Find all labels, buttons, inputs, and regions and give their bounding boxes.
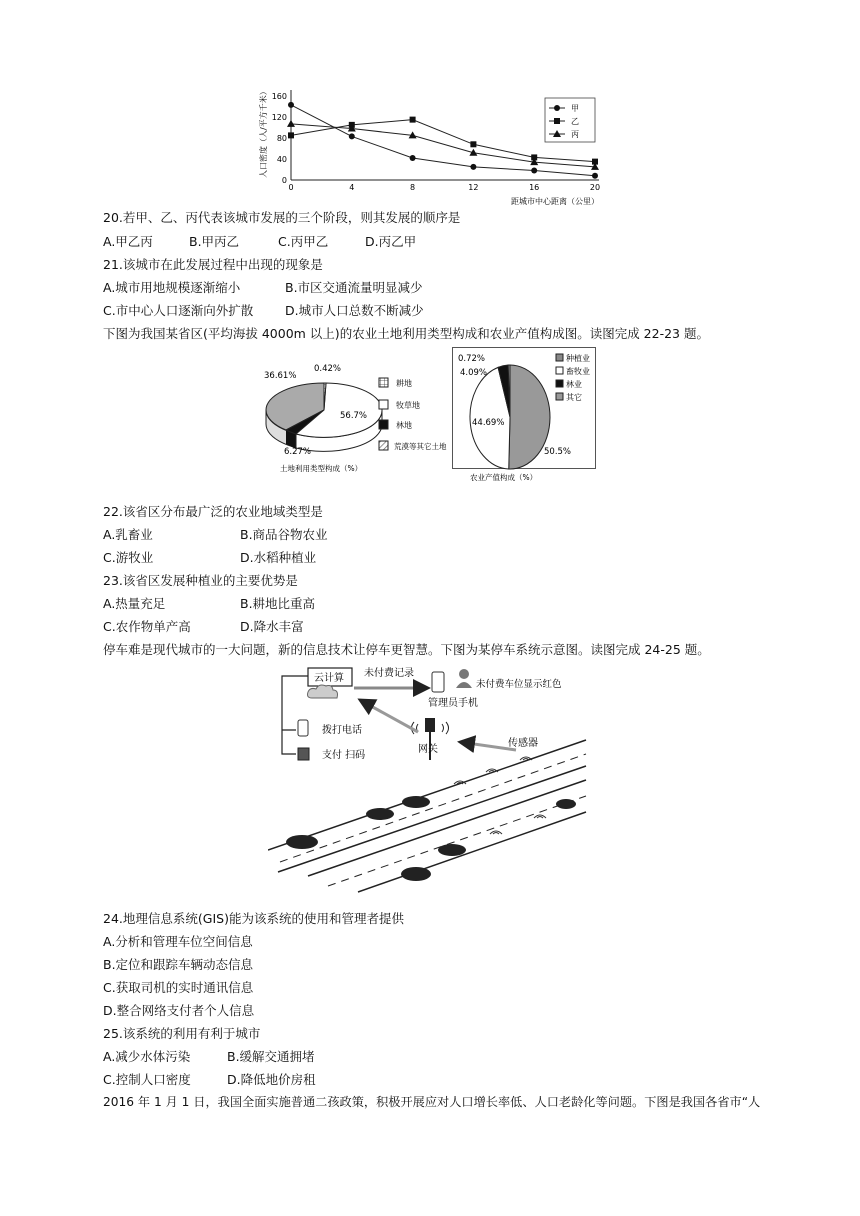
q20-option-a[interactable]: A.甲乙丙 [103, 234, 153, 249]
manager-phone-label: 管理员手机 [428, 698, 478, 709]
data-point [592, 173, 598, 179]
q23-option-a[interactable]: A.热量充足 [103, 596, 166, 611]
q24-option-a[interactable]: A.分析和管理车位空间信息 [103, 934, 253, 949]
y-axis-label: 人口密度（人/平方千米） [259, 87, 268, 178]
pie3-legend-forest: 林业 [566, 380, 582, 389]
road [268, 740, 586, 892]
x-tick-label: 12 [468, 183, 479, 192]
land-use-pie-chart [256, 356, 451, 478]
q23-option-c[interactable]: C.农作物单产高 [103, 619, 191, 634]
pie3-label-crops: 50.5% [544, 447, 572, 457]
gateway-icon [425, 718, 435, 732]
q24-stem: 24.地理信息系统(GIS)能为该系统的使用和管理者提供 [103, 911, 404, 926]
q21-options-row1 [103, 278, 423, 296]
q25-stem: 25.该系统的利用有利于城市 [103, 1026, 261, 1041]
car-icon [401, 867, 431, 881]
data-point [288, 102, 294, 108]
q22-option-d[interactable]: D.水稻种植业 [240, 550, 317, 565]
parking-diagram-svg [268, 662, 588, 894]
y-tick-label: 80 [276, 134, 287, 143]
q21-option-d[interactable]: D.城市人口总数不断减少 [285, 303, 424, 318]
y-tick-label: 0 [281, 176, 287, 185]
pie2-legend-desert: 荒漠等其它土地 [394, 442, 447, 451]
q25-options-row2 [103, 1070, 316, 1088]
q25-option-c[interactable]: C.控制人口密度 [103, 1072, 191, 1087]
pie2-label-forest: 6.27% [284, 447, 312, 457]
q20-stem: 20.若甲、乙、丙代表该城市发展的三个阶段，则其发展的顺序是 [103, 210, 461, 225]
cloud-label: 云计算 [314, 673, 344, 684]
pie3-title: 农业产值构成（%） [470, 473, 538, 482]
legend-marker [554, 118, 560, 124]
legend-box [545, 98, 595, 142]
pie3-label-other: 0.72% [458, 354, 486, 364]
q22-options-row1 [103, 525, 328, 543]
q23-stem: 23.该省区发展种植业的主要优势是 [103, 573, 298, 588]
legend-label: 乙 [571, 117, 579, 126]
q20-option-d[interactable]: D.丙乙甲 [365, 234, 417, 249]
car-icon [402, 796, 430, 808]
y-tick-label: 160 [271, 92, 287, 101]
q22-option-a[interactable]: A.乳畜业 [103, 527, 153, 542]
q20-options [103, 232, 416, 250]
legend-label: 甲 [571, 104, 579, 113]
data-point [410, 155, 416, 161]
pay-scan-icon [298, 748, 309, 760]
population-density-line-chart [255, 68, 610, 208]
car-icon [286, 835, 318, 849]
q22-option-c[interactable]: C.游牧业 [103, 550, 154, 565]
q23-options-row2 [103, 617, 304, 635]
agri-output-pie-svg [452, 347, 597, 485]
x-tick-label: 4 [349, 183, 355, 192]
y-tick-label: 120 [271, 113, 287, 122]
pie2-legend-farmland: 耕地 [396, 379, 412, 388]
pie3-label-forest: 4.09% [460, 368, 488, 378]
intro-22-23: 下图为我国某省区(平均海拔 4000m 以上)的农业土地利用类型构成和农业产值构成图。读图完成 22-23 题。 [103, 326, 709, 341]
legend-marker [554, 105, 560, 111]
data-point [470, 141, 476, 147]
q22-option-b[interactable]: B.商品谷物农业 [240, 527, 328, 542]
land-use-pie-svg [256, 356, 451, 478]
pie2-label-desert: 36.61% [264, 371, 297, 381]
intro-24-25: 停车难是现代城市的一大问题，新的信息技术让停车更智慧。下图为某停车系统示意图。读图完成 24-25 题。 [103, 642, 710, 657]
q21-options-row2 [103, 301, 424, 319]
pie2-label-pasture: 56.7% [340, 411, 368, 421]
car-icon [556, 799, 576, 809]
q21-option-c[interactable]: C.市中心人口逐渐向外扩散 [103, 303, 254, 318]
q21-option-a[interactable]: A.城市用地规模逐渐缩小 [103, 280, 241, 295]
x-tick-label: 0 [288, 183, 294, 192]
manager-phone-icon [432, 672, 444, 692]
person-icon [459, 669, 469, 679]
q22-stem: 22.该省区分布最广泛的农业地域类型是 [103, 504, 323, 519]
x-axis-label: 距城市中心距离（公里） [511, 197, 599, 206]
data-point [470, 164, 476, 170]
call-label: 拨打电话 [322, 725, 362, 736]
phone-call-icon [298, 720, 308, 736]
pie3-legend-other: 其它 [566, 393, 582, 402]
car-icon [438, 844, 466, 856]
q21-option-b[interactable]: B.市区交通流量明显减少 [285, 280, 423, 295]
legend-label: 丙 [571, 130, 579, 139]
y-tick-label: 40 [276, 155, 287, 164]
q21-stem: 21.该城市在此发展过程中出现的现象是 [103, 257, 323, 272]
sensor-label: 传感器 [508, 738, 538, 749]
q25-option-d[interactable]: D.降低地价房租 [227, 1072, 316, 1087]
pie2-label-farmland: 0.42% [314, 364, 342, 374]
pie2-legend-forest: 林地 [396, 421, 412, 430]
pay-label: 支付 扫码 [322, 750, 366, 761]
x-tick-label: 8 [410, 183, 416, 192]
pie3-legend-livestock: 畜牧业 [566, 367, 590, 376]
data-point [531, 168, 537, 174]
q25-option-a[interactable]: A.减少水体污染 [103, 1049, 191, 1064]
q23-options-row1 [103, 594, 315, 612]
q25-option-b[interactable]: B.缓解交通拥堵 [227, 1049, 315, 1064]
pie2-legend-pasture: 牧草地 [396, 401, 420, 410]
q24-option-d[interactable]: D.整合网络支付者个人信息 [103, 1003, 255, 1018]
q23-option-d[interactable]: D.降水丰富 [240, 619, 304, 634]
agri-output-pie-chart [452, 347, 597, 485]
pie2-title: 土地利用类型构成（%） [280, 464, 363, 473]
final-paragraph: 2016 年 1 月 1 日，我国全面实施普通二孩政策，积极开展应对人口增长率低、人口老龄化等问题。下图是我国各省市“人 [103, 1095, 761, 1109]
q22-options-row2 [103, 548, 316, 566]
q20-option-c[interactable]: C.丙甲乙 [278, 234, 329, 249]
x-tick-label: 16 [529, 183, 540, 192]
q23-option-b[interactable]: B.耕地比重高 [240, 596, 316, 611]
gateway-label: 网关 [418, 744, 438, 755]
pie3-label-livestock: 44.69% [472, 418, 505, 428]
car-icon [366, 808, 394, 820]
parking-system-diagram [268, 662, 588, 894]
q25-options-row1 [103, 1047, 315, 1065]
line-chart-svg [255, 68, 610, 208]
q24-option-b[interactable]: B.定位和跟踪车辆动态信息 [103, 957, 254, 972]
data-point [287, 120, 295, 127]
data-point [349, 133, 355, 139]
unpaid-record-label: 未付费记录 [364, 668, 414, 679]
red-space-label: 未付费车位显示红色 [476, 679, 562, 690]
q20-option-b[interactable]: B.甲丙乙 [189, 234, 240, 249]
pie3-legend-crops: 种植业 [566, 354, 590, 363]
x-tick-label: 20 [589, 183, 601, 192]
q24-option-c[interactable]: C.获取司机的实时通讯信息 [103, 980, 254, 995]
data-point [410, 117, 416, 123]
cloud-icon [308, 685, 338, 698]
data-point [288, 132, 294, 138]
